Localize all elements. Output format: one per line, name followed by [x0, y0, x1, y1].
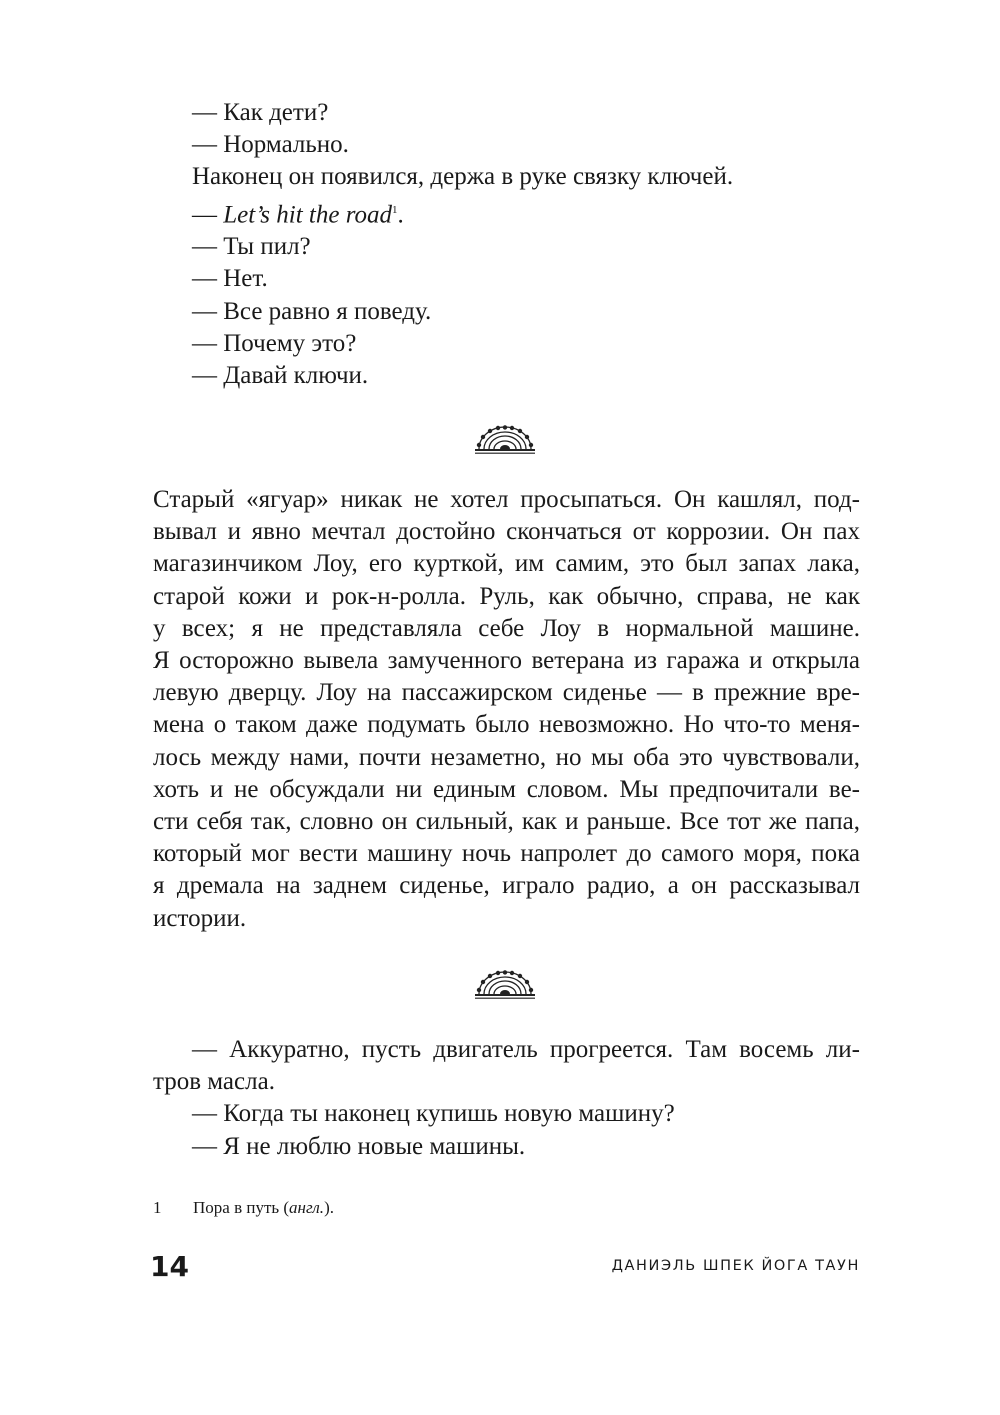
text-line: я дремала на заднем сиденье, играло радио, а он рассказывал	[153, 872, 860, 900]
text-line: Старый «ягуар» никак не хотел просыпаться. Он кашлял, под-	[153, 486, 860, 513]
english-phrase: Let’s hit the road	[223, 200, 393, 228]
dialogue-line: — Когда ты наконец купишь новую машину?	[192, 1100, 675, 1128]
text-line: магазинчиком Лоу, его курткой, им самим, это был запах лака,	[153, 550, 860, 578]
text-line: истории.	[153, 904, 247, 932]
ornament-divider-icon	[473, 425, 537, 455]
dialogue-line: — Ты пил?	[192, 233, 311, 261]
dialogue-line: тров масла.	[153, 1068, 275, 1096]
dash: —	[192, 200, 224, 228]
text-line: который мог вести машину ночь напролет до самого моря, пока	[153, 840, 860, 868]
text-line: лось между нами, почти незаметно, но мы оба это чувствовали,	[153, 743, 860, 771]
running-title: ДАНИЭЛЬ ШПЕК ЙОГА ТАУН	[611, 1258, 860, 1274]
dialogue-line: — Нет.	[192, 265, 268, 293]
dialogue-line: — Я не люблю новые машины.	[192, 1132, 526, 1160]
text-line: Я осторожно вывела замученного ветерана из гаража и открыла	[153, 647, 860, 675]
footnote-punct: ).	[324, 1198, 334, 1217]
text-line: у всех; я не представляла себе Лоу в нормальной машине.	[153, 614, 860, 642]
text-line: левую дверцу. Лоу на пассажирском сиденье — в прежние вре-	[153, 679, 860, 707]
footnote	[153, 1196, 334, 1220]
narration-line: Наконец он появился, держа в руке связку ключей.	[192, 163, 734, 191]
dialogue-line: — Все равно я поведу.	[192, 297, 432, 325]
dialogue-line	[153, 194, 860, 232]
punct: .	[397, 200, 404, 228]
footnote-text: Пора в путь (	[193, 1198, 290, 1217]
dialogue-line: — Аккуратно, пусть двигатель прогреется. Там восемь ли-	[192, 1036, 860, 1063]
text-line: вывал и явно мечтал достойно скончаться от коррозии. Он пах	[153, 518, 860, 546]
dialogue-line: — Давай ключи.	[192, 361, 369, 389]
footnote-number: 1	[153, 1198, 162, 1217]
footnote-ref[interactable]: 1	[392, 203, 398, 216]
dialogue-line: — Как дети?	[192, 99, 329, 126]
dialogue-section-1	[153, 97, 860, 392]
text-line: хоть и не обсуждали ни единым словом. Мы предпочитали ве-	[153, 775, 860, 803]
ornament-divider-icon	[473, 970, 537, 1000]
text-line: сти себя так, словно он сильный, как и раньше. Все тот же папа,	[153, 808, 860, 836]
dialogue-line: — Почему это?	[192, 329, 357, 357]
dialogue-section-2	[153, 1034, 860, 1163]
text-line: мена о таком даже подумать было невозможно. Но что-то меня-	[153, 711, 860, 739]
text-line: старой кожи и рок-н-ролла. Руль, как обычно, справа, не как	[153, 582, 860, 610]
page-number: 14	[150, 1250, 189, 1283]
dialogue-line: — Нормально.	[192, 131, 349, 159]
body-paragraph	[153, 484, 860, 935]
footnote-italic: англ.	[289, 1198, 325, 1217]
